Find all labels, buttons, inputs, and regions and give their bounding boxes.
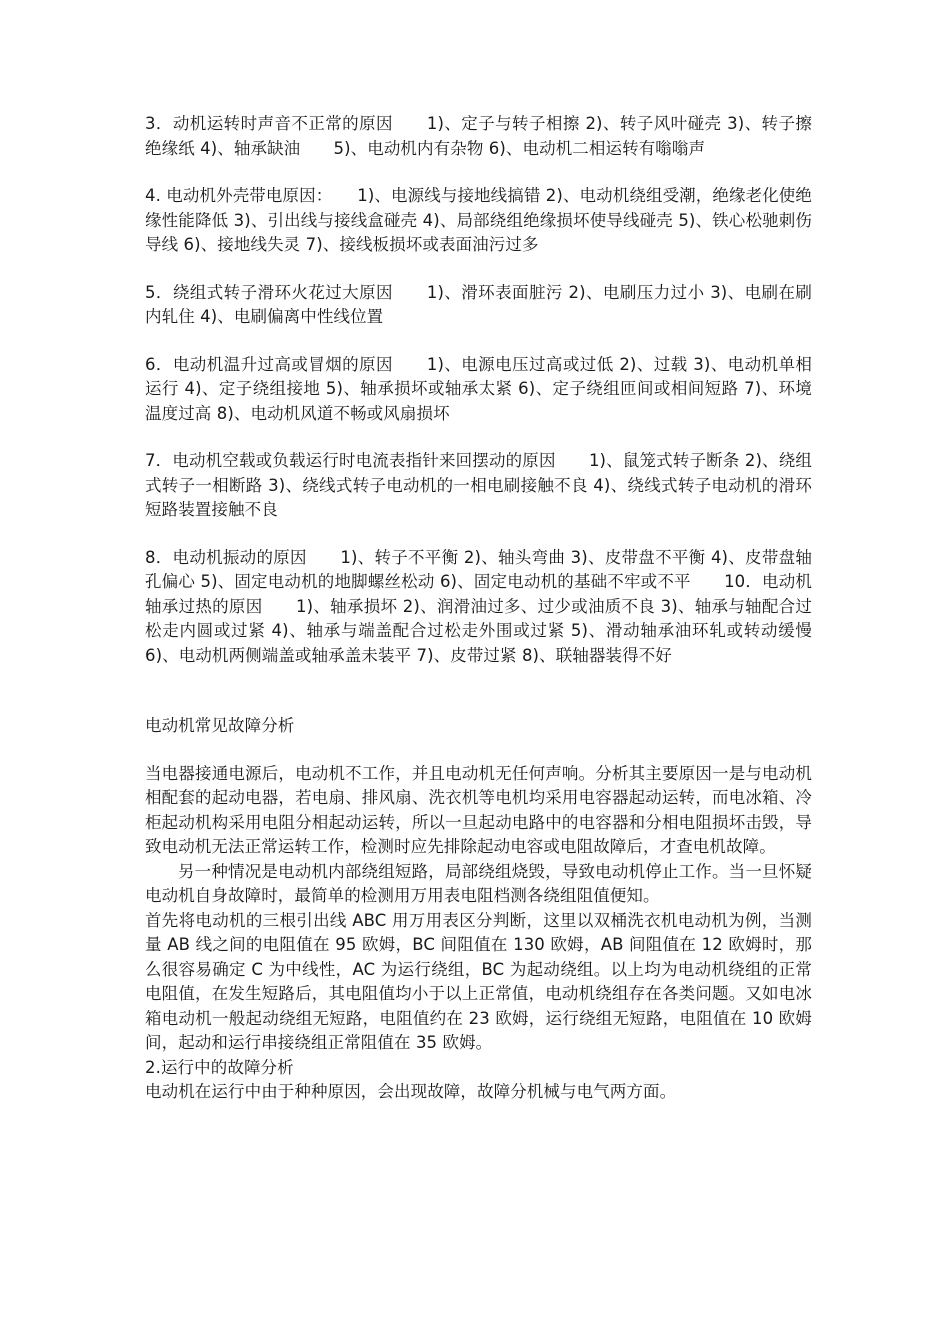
fault-item-noise: 3．动机运转时声音不正常的原因 1)、定子与转子相擦 2)、转子风叶碰壳 3)、转子擦绝缘纸 4)、轴承缺油 5)、电动机内有杂物 6)、电动机二相运转有嗡嗡声 bbox=[145, 114, 812, 158]
fault-item-overheating: 6．电动机温升过高或冒烟的原因 1)、电源电压过高或过低 2)、过载 3)、电动机单相运行 4)、定子绕组接地 5)、轴承损坏或轴承太紧 6)、定子绕组匝间或相间短路 7)、环境温度过高 8)、电动机风道不畅或风扇损坏 bbox=[145, 354, 812, 423]
fault-item-slip-ring-sparks: 5．绕组式转子滑环火花过大原因 1)、滑环表面脏污 2)、电刷压力过小 3)、电刷在刷内轧住 4)、电刷偏离中性线位置 bbox=[145, 282, 812, 326]
analysis-paragraph-1: 当电器接通电源后，电动机不工作，并且电动机无任何声响。分析其主要原因一是与电动机相配套的起动电器，若电扇、排风扇、洗衣机等电机均采用电容器起动运转，而电冰箱、冷柜起动机构采用电阻分相起动运转，所以一旦起动电路中的电容器和分相电阻损坏击毁，导致电动机无法正常运转工作，检测时应先排除起动电容或电阻故障后，才查电机故障。 bbox=[145, 763, 812, 856]
fault-item-ammeter-swing: 7．电动机空载或负载运行时电流表指针来回摆动的原因 1)、鼠笼式转子断条 2)、绕组式转子一相断路 3)、绕线式转子电动机的一相电刷接触不良 4)、绕线式转子电动机的滑环短路装置接触不良 bbox=[145, 451, 812, 519]
section-heading: 电动机常见故障分析 bbox=[145, 716, 295, 735]
analysis-paragraph-2: 另一种情况是电动机内部绕组短路，局部绕组烧毁，导致电动机停止工作。当一旦怀疑电动机自身故障时，最简单的检测用万用表电阻档测各绕组阻值便知。 bbox=[145, 861, 812, 905]
fault-item-housing-live: 4. 电动机外壳带电原因： 1)、电源线与接地线搞错 2)、电动机绕组受潮，绝缘老化使绝缘性能降低 3)、引出线与接线盒碰壳 4)、局部绕组绝缘损坏使导线碰壳 5)、铁心松驰刺伤导线 6)、接地线失灵 7)、接线板损坏或表面油污过多 bbox=[145, 186, 812, 254]
document-body bbox=[145, 112, 812, 1105]
analysis-subheading: 2.运行中的故障分析 bbox=[145, 1057, 294, 1077]
analysis-paragraph-5: 电动机在运行中由于种种原因，会出现故障，故障分机械与电气两方面。 bbox=[145, 1082, 677, 1101]
fault-item-vibration-bearing: 8．电动机振动的原因 1)、转子不平衡 2)、轴头弯曲 3)、皮带盘不平衡 4)、皮带盘轴孔偏心 5)、固定电动机的地脚螺丝松动 6)、固定电动机的基础不牢或不平 10．电动机轴承过热的原因 1)、轴承损坏 2)、润滑油过多、过少或油质不良 3)、轴承与轴配合过松走内圆或过紧 4)、轴承与端盖配合过松走外围或过紧 5)、滑动轴承油环轧或转动缓慢 6)、电动机两侧端盖或轴承盖未装平 7)、皮带过紧 8)、联轴器装得不好 bbox=[145, 547, 812, 665]
analysis-paragraph-3: 首先将电动机的三根引出线 ABC 用万用表区分判断，这里以双桶洗衣机电动机为例，当测量 AB 线之间的电阻值在 95 欧姆，BC 间阻值在 130 欧姆，AB 间阻值在 12 欧姆时，那么很容易确定 C 为中线性，AC 为运行绕组，BC 为起动绕组。以上均为电动机绕组的正常电阻值，在发生短路后，其电阻值均小于以上正常值，电动机绕组存在各类问题。又如电冰箱电动机一般起动绕组无短路，电阻值约在 23 欧姆，运行绕组无短路，电阻值在 10 欧姆间，起动和运行串接绕组正常阻值在 35 欧姆。 bbox=[145, 910, 812, 1052]
